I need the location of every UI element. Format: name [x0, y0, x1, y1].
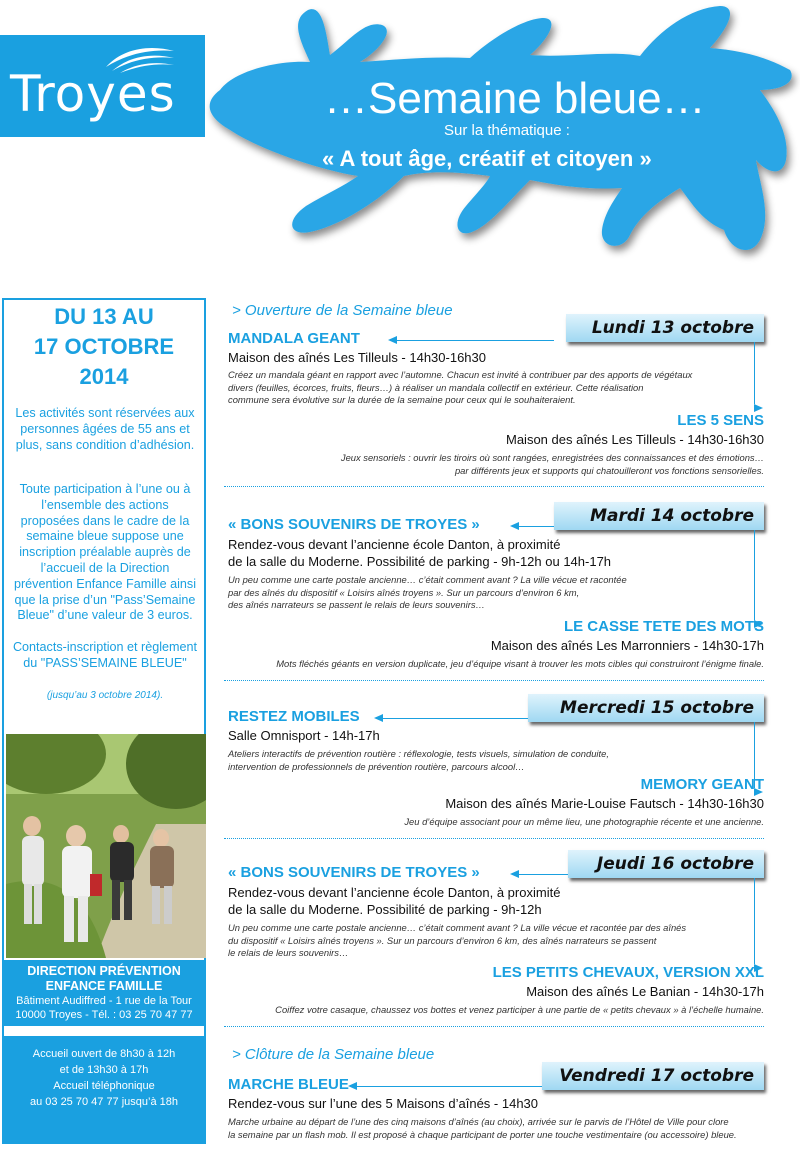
activity-title: « BONS SOUVENIRS DE TROYES » [228, 864, 480, 881]
divider [224, 680, 764, 681]
divider [224, 486, 764, 487]
contact-address: Bâtiment Audiffred - 1 rue de la Tour [16, 995, 192, 1007]
theme-quote: « A tout âge, créatif et citoyen » [322, 146, 652, 171]
divider [224, 1026, 764, 1027]
day-banner-tuesday: Mardi 14 octobre [554, 502, 764, 530]
arrow-left-icon [348, 1082, 357, 1090]
activity-title: RESTEZ MOBILES [228, 708, 360, 725]
activity-title: MEMORY GEANT [640, 776, 764, 793]
activity-place: Maison des aînés Les Tilleuls - 14h30-16h30 [228, 350, 486, 365]
activity-title: LES PETITS CHEVAUX, VERSION XXL [492, 964, 764, 981]
activity-place: Rendez-vous devant l’ancienne école Danton, à proximité de la salle du Moderne. Possibilité de parking - 9h-12h ou 14h-17h [228, 537, 612, 569]
activity-title: « BONS SOUVENIRS DE TROYES » [228, 516, 480, 533]
arrow-left-icon [510, 870, 519, 878]
connector-line [518, 526, 554, 527]
activity-place: Rendez-vous sur l’une des 5 Maisons d’aînés - 14h30 [228, 1096, 539, 1111]
arrow-left-icon [510, 522, 519, 530]
activity-description: Jeu d’équipe associant pour un même lieu, une photographie récente et une ancienne. [404, 816, 764, 827]
seniors-walking-photo [6, 734, 206, 958]
dates-heading: DU 13 AU 17 OCTOBRE [33, 304, 175, 359]
activity-title: MANDALA GEANT [228, 330, 360, 347]
subtitle: Sur la thématique : [444, 122, 570, 139]
activity-description: Un peu comme une carte postale ancienne… c’était comment avant ? La ville vécue et racontée par des aînés du dispositif « Loisirs aînés troyens ». Sur un parcours d’environ 6 km, des aînés narrateurs se passent le relais de leurs souvenirs… [228, 922, 687, 958]
troyes-logo [0, 35, 205, 137]
contact-block: DIRECTION PRÉVENTION ENFANCE FAMILLE Bâtiment Audiffred - 1 rue de la Tour 10000 Troyes - Tél. : 03 25 70 47 77 [4, 960, 204, 1026]
activity-description: Marche urbaine au départ de l’une des cinq maisons d’aînés (au choix), arrivée sur le parvis de l’Hôtel de Ville pour clore la semaine par un flash mob. Il est proposé à chaque participant de porter une touche vestimentaire (ou accessoire) bleue. [228, 1116, 737, 1140]
day-banner-thursday: Jeudi 16 octobre [568, 850, 764, 878]
activity-place: Maison des aînés Les Tilleuls - 14h30-16h30 [506, 432, 764, 447]
connector-line [356, 1086, 542, 1087]
activity-description: Créez un mandala géant en rapport avec l’automne. Chacun est invité à contribuer par des apports de végétaux divers (feuilles, écorces, fruits, fleurs…) à réaliser un mandala collectif en extérieur. Cette réalisation commune sera évolutive sur la durée de la semaine pour ceux qui le souhaiteraient. [228, 369, 693, 405]
contact-phone: 10000 Troyes - Tél. : 03 25 70 47 77 [15, 1009, 193, 1021]
activity-place: Maison des aînés Marie-Louise Fautsch - 14h30-16h30 [445, 796, 764, 811]
connector-line [382, 718, 528, 719]
activity-description: Jeux sensoriels : ouvrir les tiroirs où sont rangées, enregistrées des connaissances et des émotions… par différents jeux et supports qui chatouilleront vos fonctions sensorielles. [340, 452, 764, 476]
activity-place: Maison des aînés Le Banian - 14h30-17h [526, 984, 764, 999]
activity-description: Mots fléchés géants en version duplicate, jeu d’équipe visant à trouver les mots cibles qui construiront l’énigme finale. [276, 658, 764, 669]
arrow-left-icon [374, 714, 383, 722]
closing-tag: > Clôture de la Semaine bleue [232, 1046, 435, 1063]
logo-text: Troyes [10, 65, 176, 123]
day-banner-wednesday: Mercredi 15 octobre [528, 694, 764, 722]
opening-hours: Accueil ouvert de 8h30 à 12h et de 13h30 à 17h Accueil téléphonique au 03 25 70 47 77 jusqu’à 18h [4, 1036, 204, 1142]
opening-tag: > Ouverture de la Semaine bleue [232, 302, 453, 319]
connector-line [518, 874, 568, 875]
deadline-note: (jusqu’au 3 octobre 2014). [46, 690, 164, 701]
arrow-right-icon [754, 404, 763, 412]
info-sidebar [2, 298, 206, 1144]
activity-description: Ateliers interactifs de prévention routière : réflexologie, tests visuels, simulation de conduite, intervention de professionnels de prévention routière, parcours alcool… [228, 748, 609, 772]
day-banner-monday: Lundi 13 octobre [566, 314, 764, 342]
activity-place: Maison des aînés Les Marronniers - 14h30-17h [490, 638, 764, 653]
activity-title: MARCHE BLEUE [228, 1076, 349, 1093]
connector-line [396, 340, 554, 341]
arrow-left-icon [388, 336, 397, 344]
activity-place: Rendez-vous devant l’ancienne école Danton, à proximité de la salle du Moderne. Possibilité de parking - 9h-12h [228, 885, 561, 917]
page-title: …Semaine bleue… [324, 74, 706, 123]
eligibility-text: Les activités sont réservées aux personnes âgées de 55 ans et plus, sans condition d’adhésion. [15, 406, 195, 452]
activity-title: LE CASSE TETE DES MOTS [563, 618, 764, 635]
connector-line [754, 342, 755, 404]
activity-place: Salle Omnisport - 14h-17h [228, 728, 380, 743]
dates-year: 2014 [79, 364, 129, 389]
activity-description: Coiffez votre casaque, chaussez vos bottes et venez participer à une partie de « petits chevaux » à l’échelle humaine. [275, 1004, 764, 1015]
connector-line [754, 530, 755, 620]
activity-description: Un peu comme une carte postale ancienne… c’était comment avant ? La ville vécue et racontée par des aînés du dispositif « Loisirs aînés troyens ». Sur un parcours d’environ 6 km, des aînés narrateurs se passent le relais de leurs souvenirs… [228, 574, 627, 610]
contacts-text: Contacts-inscription et règlement du "PASS’SEMAINE BLEUE" [12, 640, 198, 670]
divider [224, 838, 764, 839]
day-banner-friday: Vendredi 17 octobre [542, 1062, 764, 1090]
activity-title: LES 5 SENS [677, 412, 764, 429]
registration-text: Toute participation à l’une ou à l’ensemble des actions proposées dans le cadre de la semaine bleue suppose une inscription préalable auprès de l’accueil de la Direction prévention Enfance Famille ainsi que la prise d’un "Pass’Semaine Bleue" d’une valeur de 3 euros. [13, 482, 196, 623]
